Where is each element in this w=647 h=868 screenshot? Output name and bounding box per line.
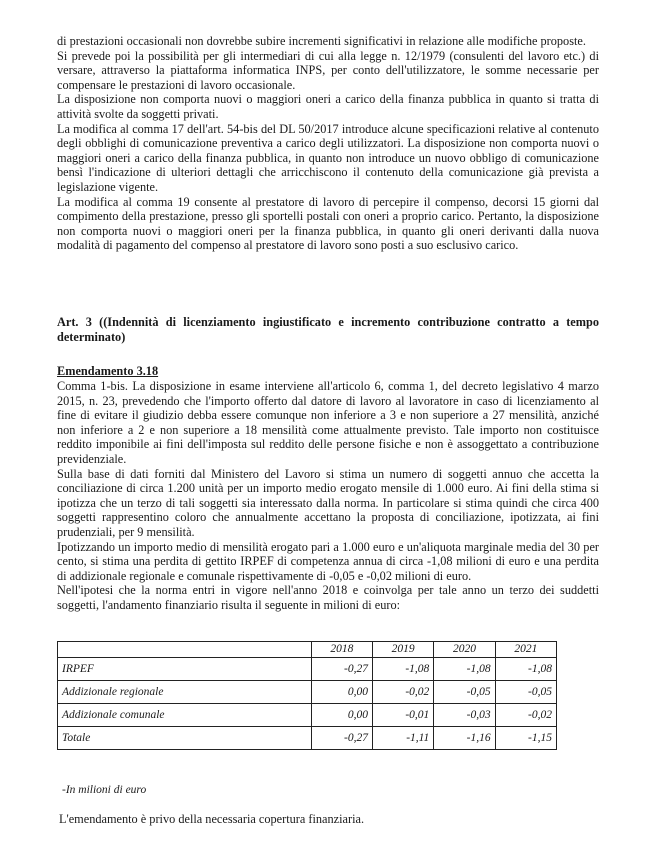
table-cell: -0,02 [372, 681, 433, 704]
year-2021-header: 2021 [495, 642, 556, 658]
table-cell: -0,05 [495, 681, 556, 704]
row-label: Addizionale comunale [58, 704, 312, 727]
paragraph-oneri-privati: La disposizione non comporta nuovi o maggiori oneri a carico della finanza pubblica in quanto si tratta di attività svolte da soggetti privati. [57, 92, 599, 121]
final-statement: L'emendamento è privo della necessaria copertura finanziaria. [59, 812, 365, 826]
row-label: Totale [58, 727, 312, 750]
table-cell: -0,05 [434, 681, 495, 704]
table-cell: -0,27 [311, 658, 372, 681]
table-cell: 0,00 [311, 704, 372, 727]
paragraph-andamento: Nell'ipotesi che la norma entri in vigore nell'anno 2018 e coinvolga per tale anno un terzo dei suddetti soggetti, l'andamento finanziario risulta il seguente in milioni di euro: [57, 583, 599, 612]
paragraph-ipotesi-importo: Ipotizzando un importo medio di mensilità erogato pari a 1.000 euro e un'aliquota marginale media del 30 per cento, si stima una perdita di gettito IRPEF di competenza annua di circa -1,08 milioni di euro e una perdita di addizionale regionale e comunale rispettivamente di -0,05 e -0,02 milioni di euro. [57, 539, 599, 583]
table-cell: -1,08 [434, 658, 495, 681]
table-cell: -1,11 [372, 727, 433, 750]
table-row-totale [58, 727, 557, 750]
row-label: IRPEF [58, 658, 312, 681]
paragraph-comma-1-bis: Comma 1-bis. La disposizione in esame interviene all'articolo 6, comma 1, del decreto legislativo 4 marzo 2015, n. 23, prevedendo che l'importo offerto dal datore di lavoro al lavoratore in caso di licenziamento al fine di evitare il giudizio debba essere comunque non inferiore a 3 e non superiore a 27 mensilità, anziché non inferiore a 2 e non superiore a 18 mensilità come attualmente previsto. Tale importo non costituisce reddito imponibile ai fini dell'imposta sul reddito delle persone fisiche e non è assoggettato a contribuzione previdenziale. [57, 379, 599, 466]
year-2020-header: 2020 [434, 642, 495, 658]
year-2019-header: 2019 [372, 642, 433, 658]
table-cell: -1,16 [434, 727, 495, 750]
table-cell: -1,08 [495, 658, 556, 681]
paragraph-intermediari: Si prevede poi la possibilità per gli intermediari di cui alla legge n. 12/1979 (consulenti del lavoro etc.) di versare, attraverso la piattaforma informatica INPS, per conto dell'utilizzatore, le somme necessarie per compensare le prestazioni di lavoro occasionale. [57, 48, 599, 92]
table-row-addizionale-regionale [58, 681, 557, 704]
financial-table [57, 641, 557, 750]
table-cell: -0,01 [372, 704, 433, 727]
table-row-addizionale-comunale [58, 704, 557, 727]
year-2018-header: 2018 [311, 642, 372, 658]
paragraph-comma-17: La modifica al comma 17 dell'art. 54-bis del DL 50/2017 introduce alcune specificazioni relative al contenuto degli obblighi di comunicazione preventiva a carico degli utilizzatori. La disposizione non comporta nuovi o maggiori oneri a carico della finanza pubblica, in quanto non introduce un nuovo obbligo di comunicazione bensì l'indicazione di ulteriori dettagli che arricchiscono il contenuto della comunicazione già prevista a legislazione vigente. [57, 121, 599, 194]
table-cell: -0,03 [434, 704, 495, 727]
table-row-irpef [58, 658, 557, 681]
emendamento-title: Emendamento 3.18 [57, 364, 159, 378]
row-label: Addizionale regionale [58, 681, 312, 704]
paragraph-comma-19: La modifica al comma 19 consente al prestatore di lavoro di percepire il compenso, decorsi 15 giorni dal compimento della prestazione, presso gli sportelli postali con oneri a proprio carico. Pertanto, la disposizione non comporta nuovi o maggiori oneri per la finanza pubblica, in quanto gli oneri derivanti dalla nuova modalità di pagamento del compenso al prestatore di lavoro sono posti a suo esclusivo carico. [57, 194, 599, 253]
table-cell: -1,15 [495, 727, 556, 750]
table-corner-cell [58, 642, 312, 658]
intro-section [57, 34, 599, 253]
table-cell: -0,02 [495, 704, 556, 727]
table-unit-note: -In milioni di euro [62, 784, 147, 796]
paragraph-prestazioni: di prestazioni occasionali non dovrebbe subire incrementi significativi in relazione alle modifiche proposte. [57, 34, 586, 48]
article-3-heading: Art. 3 ((Indennità di licenziamento ingiustificato e incremento contribuzione contratto a tempo determinato) [57, 315, 599, 344]
table-cell: -0,27 [311, 727, 372, 750]
emendamento-section [57, 379, 599, 613]
table-cell: -1,08 [372, 658, 433, 681]
paragraph-dati-ministero: Sulla base di dati forniti dal Ministero del Lavoro si stima un numero di soggetti annuo che accetta la conciliazione di circa 1.200 unità per un importo medio erogato mensile di 1.000 euro. Ai fini della stima si ipotizza che un terzo di tali soggetti sia interessato dalla norma. In particolare si stima quindi che circa 400 soggetti rappresentino coloro che annualmente accettano la proposta di conciliazione, ipotizzata, ai fini prudenziali, per 9 mensilità. [57, 466, 599, 539]
table-cell: 0,00 [311, 681, 372, 704]
table-header-row [58, 642, 557, 658]
